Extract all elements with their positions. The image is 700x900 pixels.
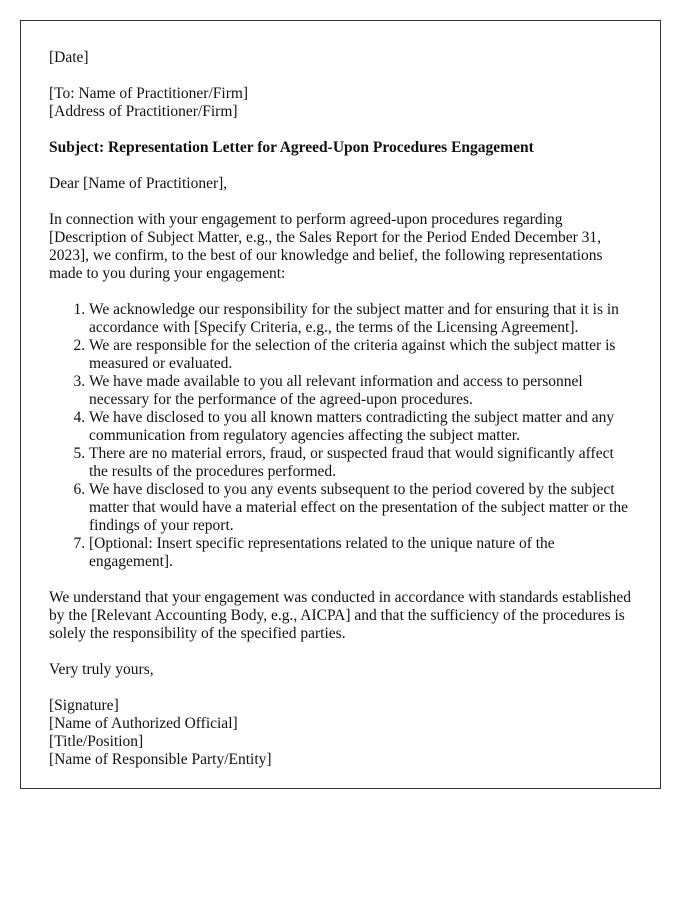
recipient-name: [To: Name of Practitioner/Firm] (49, 85, 249, 102)
representation-item: 3. We have made available to you all relevant information and access to personnel necessary for the performance of the agreed-upon procedures. (89, 373, 632, 409)
responsible-entity: [Name of Responsible Party/Entity] (49, 751, 272, 768)
representation-item: 5. There are no material errors, fraud, or suspected fraud that would significantly affect the results of the procedures performed. (89, 445, 632, 481)
signature-block (49, 697, 632, 769)
letter-date: [Date] (49, 49, 89, 66)
salutation: Dear [Name of Practitioner], (49, 175, 228, 192)
representation-item: 7. [Optional: Insert specific representations related to the unique nature of the engagement]. (89, 535, 632, 571)
recipient-address: [Address of Practitioner/Firm] (49, 103, 238, 120)
signature-placeholder: [Signature] (49, 697, 119, 714)
intro-paragraph: In connection with your engagement to perform agreed-upon procedures regarding [Description of Subject Matter, e.g., the Sales Report for the Period Ended December 31, 2023], we confirm, to the best of our knowledge and belief, the following representations made to you during your engagement: (49, 211, 603, 282)
representation-item: 2. We are responsible for the selection of the criteria against which the subject matter is measured or evaluated. (89, 337, 632, 373)
letter-document (20, 20, 661, 789)
official-title: [Title/Position] (49, 733, 144, 750)
closing-paragraph: We understand that your engagement was conducted in accordance with standards established by the [Relevant Accounting Body, e.g., AICPA] and that the sufficiency of the procedures is solely the responsibility of the specified parties. (49, 589, 631, 642)
representation-item: 6. We have disclosed to you any events subsequent to the period covered by the subject matter that would have a material effect on the presentation of the subject matter or the findings of your report. (89, 481, 632, 535)
subject-line: Subject: Representation Letter for Agreed-Upon Procedures Engagement (49, 139, 534, 156)
official-name: [Name of Authorized Official] (49, 715, 238, 732)
representation-item: 1. We acknowledge our responsibility for the subject matter and for ensuring that it is in accordance with [Specify Criteria, e.g., the terms of the Licensing Agreement]. (89, 301, 632, 337)
recipient-block (49, 85, 632, 121)
representations-list (49, 301, 632, 571)
representation-item: 4. We have disclosed to you all known matters contradicting the subject matter and any communication from regulatory agencies affecting the subject matter. (89, 409, 632, 445)
sign-off: Very truly yours, (49, 661, 154, 678)
